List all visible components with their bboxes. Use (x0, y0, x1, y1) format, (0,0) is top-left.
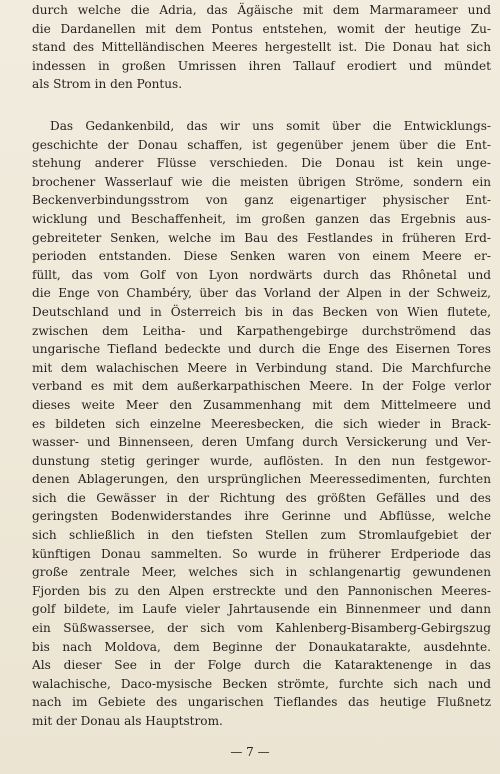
text-line: wicklung und Beschaffenheit, im großen ganzen das Ergebnis aus- (32, 211, 491, 226)
text-line: bis nach Moldova, dem Beginne der Donaukatarakte, ausdehnte. (32, 639, 491, 654)
text-line: dieses weite Meer den Zusammenhang mit dem Mittelmeere und (32, 397, 491, 412)
paragraph-danube-history (32, 117, 491, 731)
text-line: große zentrale Meer, welches sich in schlangenartig gewundenen (32, 565, 491, 580)
text-line: Deutschland und in Österreich bis in das Becken von Wien flutete, (32, 304, 491, 319)
text-line: perioden entstanden. Diese Senken waren von einem Meere er- (32, 249, 491, 264)
text-line: wasser- und Binnenseen, deren Umfang durch Versickerung und Ver- (32, 435, 491, 450)
text-line: brochener Wasserlauf wie die meisten übrigen Ströme, sondern ein (32, 174, 491, 189)
text-line: Das Gedankenbild, das wir uns somit über die Entwicklungs- (50, 119, 491, 133)
text-line: Beckenverbindungsstrom von ganz eigenartiger physischer Ent- (32, 193, 491, 208)
text-line: sich schließlich in den tiefsten Stellen zum Stromlaufgebiet der (32, 528, 491, 543)
text-line: gebreiteter Senken, welche im Bau des Festlandes in früheren Erd- (32, 230, 491, 245)
text-line: geringsten Bodenwiderstandes ihre Gerinne und Abflüsse, welche (32, 509, 491, 524)
text-line: als Strom in den Pontus. (32, 77, 183, 92)
text-line: die Enge von Chambéry, über das Vorland der Alpen in der Schweiz, (32, 286, 491, 301)
text-line: stehung anderer Flüsse verschieden. Die Donau ist kein unge- (32, 156, 491, 171)
text-line: Als dieser See in der Folge durch die Kataraktenenge in das (32, 658, 491, 673)
text-line: ungarische Tiefland bedeckte und durch die Enge des Eisernen Tores (32, 342, 491, 357)
text-line: dunstung stetig geringer wurde, auflösten. In den nun festgewor- (32, 453, 491, 468)
text-line: es bildeten sich einzelne Meeresbecken, die sich wieder in Brack- (32, 416, 491, 431)
text-line: stand des Mittelländischen Meeres hergestellt ist. Die Donau hat sich (32, 40, 491, 55)
text-line: golf bildete, im Laufe vieler Jahrtausende ein Binnenmeer und dann (32, 602, 491, 617)
text-line: nach im Gebiete des ungarischen Tieflandes das heutige Flußnetz (32, 695, 491, 710)
paragraph-continued (32, 1, 491, 94)
text-line: mit dem walachischen Meere in Verbindung stand. Die Marchfurche (32, 360, 491, 375)
text-line: füllt, das vom Golf von Lyon nordwärts durch das Rhônetal und (32, 267, 491, 282)
text-line: künftigen Donau sammelten. So wurde in früherer Erdperiode das (32, 546, 491, 561)
text-line: Fjorden bis zu den Alpen erstreckte und den Pannonischen Meeres- (32, 583, 491, 598)
page-number: — 7 — (230, 745, 270, 759)
text-line: ein Süßwassersee, der sich vom Kahlenberg-Bisamberg-Gebirgszug (32, 621, 491, 636)
text-line: walachische, Daco-mysische Becken strömte, furchte sich nach und (32, 676, 491, 691)
text-line: die Dardanellen mit dem Pontus entstehen, womit der heutige Zu- (32, 21, 491, 36)
text-line: mit der Donau als Hauptstrom. (32, 714, 223, 728)
text-line: durch welche die Adria, das Ägäische mit dem Marmarameer und (32, 3, 491, 17)
text-line: geschichte der Donau schaffen, ist gegenüber jenem über die Ent- (32, 137, 491, 152)
text-line: denen Ablagerungen, den ursprünglichen Meeressedimenten, furchten (32, 472, 491, 487)
text-line: verband es mit dem außerkarpathischen Meere. In der Folge verlor (32, 379, 491, 394)
text-line: indessen in großen Umrissen ihren Tallauf erodiert und mündet (32, 58, 491, 73)
text-line: sich die Gewässer in der Richtung des größten Gefälles und des (32, 490, 491, 505)
text-line: zwischen dem Leitha- und Karpathengebirge durchströmend das (32, 323, 491, 338)
